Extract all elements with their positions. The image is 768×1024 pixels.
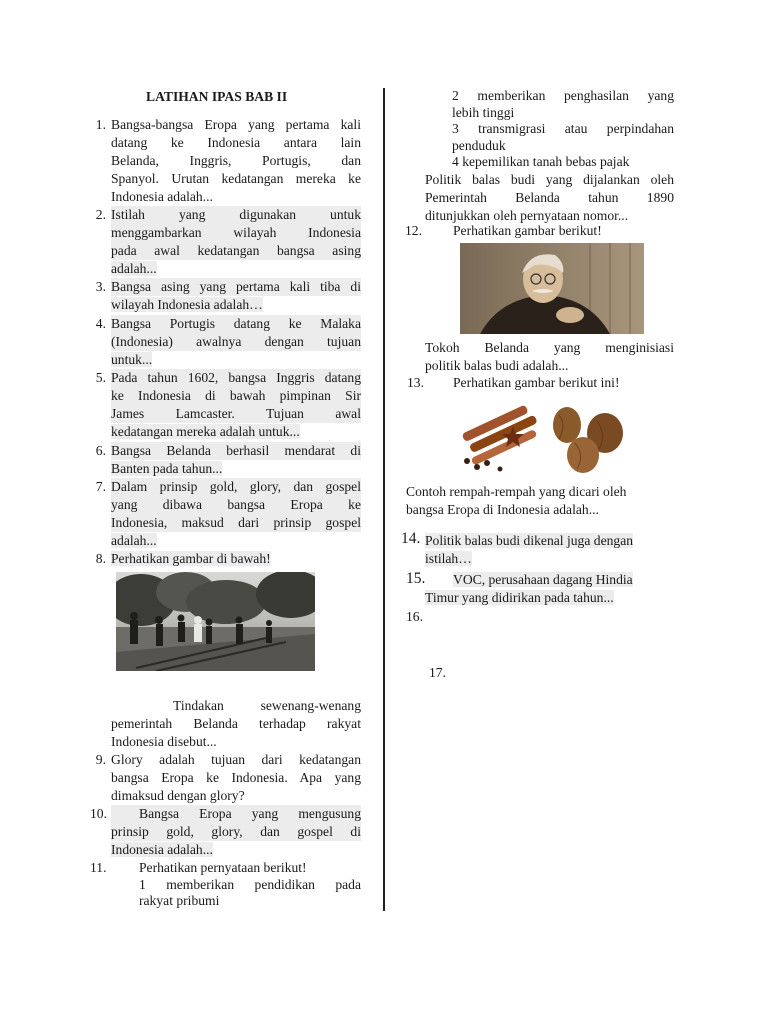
- q9-line: dimaksud dengan glory?: [111, 788, 245, 803]
- question-number-11: 11.: [90, 860, 107, 875]
- q11-item: lebih tinggi: [452, 104, 515, 120]
- forced-labor-photo: [116, 572, 315, 671]
- q12-after-line: Tokoh Belanda yang menginisiasi: [425, 340, 674, 355]
- q2-line: Istilah yang digunakan untuk: [111, 207, 361, 222]
- question-5: [111, 369, 361, 441]
- question-number-2: 2.: [95, 207, 106, 222]
- question-11: [139, 859, 361, 877]
- q5-line: James Lamcaster. Tujuan awal: [111, 406, 361, 421]
- spices-photo-graphic: [455, 395, 632, 480]
- q11-after-line: Pemerintah Belanda tahun 1890: [425, 190, 674, 205]
- question-8: [111, 550, 361, 568]
- question-number-1: 1.: [95, 117, 106, 132]
- q7-line: Indonesia, maksud dari prinsip gospel: [111, 515, 361, 530]
- q11-item: penduduk: [452, 137, 506, 153]
- question-number-16: 16.: [406, 609, 423, 624]
- question-9: [111, 751, 361, 805]
- q1-line: Belanda, Inggris, Portugis, dan: [111, 153, 361, 168]
- question-number-7: 7.: [95, 479, 106, 494]
- spices-photo: [455, 395, 632, 480]
- question-10: [111, 805, 361, 859]
- q2-line: menggambarkan wilayah Indonesia: [111, 225, 361, 240]
- question-4: [111, 315, 361, 369]
- question-2: [111, 206, 361, 278]
- q1-line: datang ke Indonesia antara lain: [111, 135, 361, 150]
- q11-line: Perhatikan pernyataan berikut!: [139, 860, 307, 875]
- q2-line: pada awal kedatangan bangsa asing: [111, 243, 361, 258]
- q5-line: kedatangan mereka adalah untuk...: [111, 424, 300, 439]
- q2-line: adalah...: [111, 261, 157, 276]
- question-number-3: 3.: [95, 279, 106, 294]
- dutch-figure-portrait-graphic: [460, 243, 644, 334]
- question-14: [425, 532, 674, 568]
- question-number-13: 13.: [407, 375, 424, 390]
- q13-line: Perhatikan gambar berikut ini!: [453, 375, 620, 390]
- q14-line: Politik balas budi dikenal juga dengan: [425, 533, 634, 548]
- q11-after-line: ditunjukkan oleh pernyataan nomor...: [425, 208, 629, 223]
- question-12: [453, 222, 674, 240]
- question-number-14: 14.: [401, 530, 421, 547]
- q5-line: Pada tahun 1602, bangsa Inggris datang: [111, 370, 361, 385]
- q13-after-line: bangsa Eropa di Indonesia adalah...: [406, 502, 599, 517]
- q11-after-line: Politik balas budi yang dijalankan oleh: [425, 172, 674, 187]
- q8-after-line: Tindakan sewenang-wenang: [173, 698, 361, 713]
- q8-after-line: pemerintah Belanda terhadap rakyat: [111, 716, 361, 731]
- q8-after-line: Indonesia disebut...: [111, 734, 217, 749]
- page-title: LATIHAN IPAS BAB II: [146, 89, 288, 104]
- q11-followup: [425, 171, 674, 225]
- q10-line: prinsip gold, glory, dan gospel di: [111, 824, 361, 839]
- q4-line: untuk...: [111, 352, 153, 367]
- q8-line: Perhatikan gambar di bawah!: [111, 551, 271, 566]
- q4-line: (Indonesia) awalnya dengan tujuan: [111, 334, 361, 349]
- question-number-6: 6.: [95, 443, 106, 458]
- question-13: [453, 374, 674, 392]
- q4-line: Bangsa Portugis datang ke Malaka: [111, 316, 361, 331]
- q11-items-right: [452, 88, 674, 171]
- q15-line: VOC, perusahaan dagang Hindia: [453, 572, 633, 587]
- question-1: [111, 116, 361, 206]
- question-number-12: 12.: [405, 223, 422, 238]
- dutch-figure-portrait: [460, 243, 644, 334]
- q3-line: wilayah Indonesia adalah…: [111, 297, 263, 312]
- q6-line: Banten pada tahun...: [111, 461, 223, 476]
- q10-line: Indonesia adalah...: [111, 842, 213, 857]
- q9-line: bangsa Eropa ke Indonesia. Apa yang: [111, 770, 361, 785]
- question-6: [111, 442, 361, 478]
- q11-item: 2 memberikan penghasilan yang: [452, 88, 674, 103]
- q8-followup: [111, 697, 361, 751]
- question-number-9: 9.: [95, 752, 106, 767]
- q7-line: adalah...: [111, 533, 157, 548]
- q11-item: 1 memberikan pendidikan pada: [139, 877, 361, 892]
- question-3: [111, 278, 361, 314]
- q11-item: 4 kepemilikan tanah bebas pajak: [452, 154, 630, 169]
- q12-line: Perhatikan gambar berikut!: [453, 223, 602, 238]
- question-number-10: 10.: [90, 806, 107, 821]
- question-number-17: 17.: [429, 665, 446, 680]
- q12-after-line: politik balas budi adalah...: [425, 358, 569, 373]
- q15-line: Timur yang didirikan pada tahun...: [425, 590, 614, 605]
- question-number-4: 4.: [95, 316, 106, 331]
- q5-line: ke Indonesia di bawah pimpinan Sir: [111, 388, 361, 403]
- question-number-5: 5.: [95, 370, 106, 385]
- forced-labor-photo-graphic: [116, 572, 315, 671]
- q14-line: istilah…: [425, 551, 472, 566]
- q13-followup: [406, 483, 674, 519]
- question-number-8: 8.: [95, 551, 106, 566]
- q11-item: rakyat pribumi: [139, 893, 220, 908]
- q13-after-line: Contoh rempah-rempah yang dicari oleh: [406, 484, 627, 499]
- q11-item: 3 transmigrasi atau perpindahan: [452, 121, 674, 136]
- question-number-15: 15.: [406, 570, 426, 587]
- column-divider: [383, 88, 385, 911]
- q1-line: Indonesia adalah...: [111, 189, 213, 204]
- q1-line: Spanyol. Urutan kedatangan mereka ke: [111, 171, 361, 186]
- question-15: [425, 571, 674, 607]
- q9-line: Glory adalah tujuan dari kedatangan: [111, 752, 361, 767]
- q6-line: Bangsa Belanda berhasil mendarat di: [111, 443, 361, 458]
- q11-items-left: [139, 877, 361, 909]
- q7-line: yang dibawa bangsa Eropa ke: [111, 497, 361, 512]
- q3-line: Bangsa asing yang pertama kali tiba di: [111, 279, 361, 294]
- q12-followup: [425, 339, 674, 375]
- question-7: [111, 478, 361, 550]
- q7-line: Dalam prinsip gold, glory, dan gospel: [111, 479, 361, 494]
- q10-line: Bangsa Eropa yang mengusung: [111, 805, 361, 823]
- q1-line: Bangsa-bangsa Eropa yang pertama kali: [111, 117, 361, 132]
